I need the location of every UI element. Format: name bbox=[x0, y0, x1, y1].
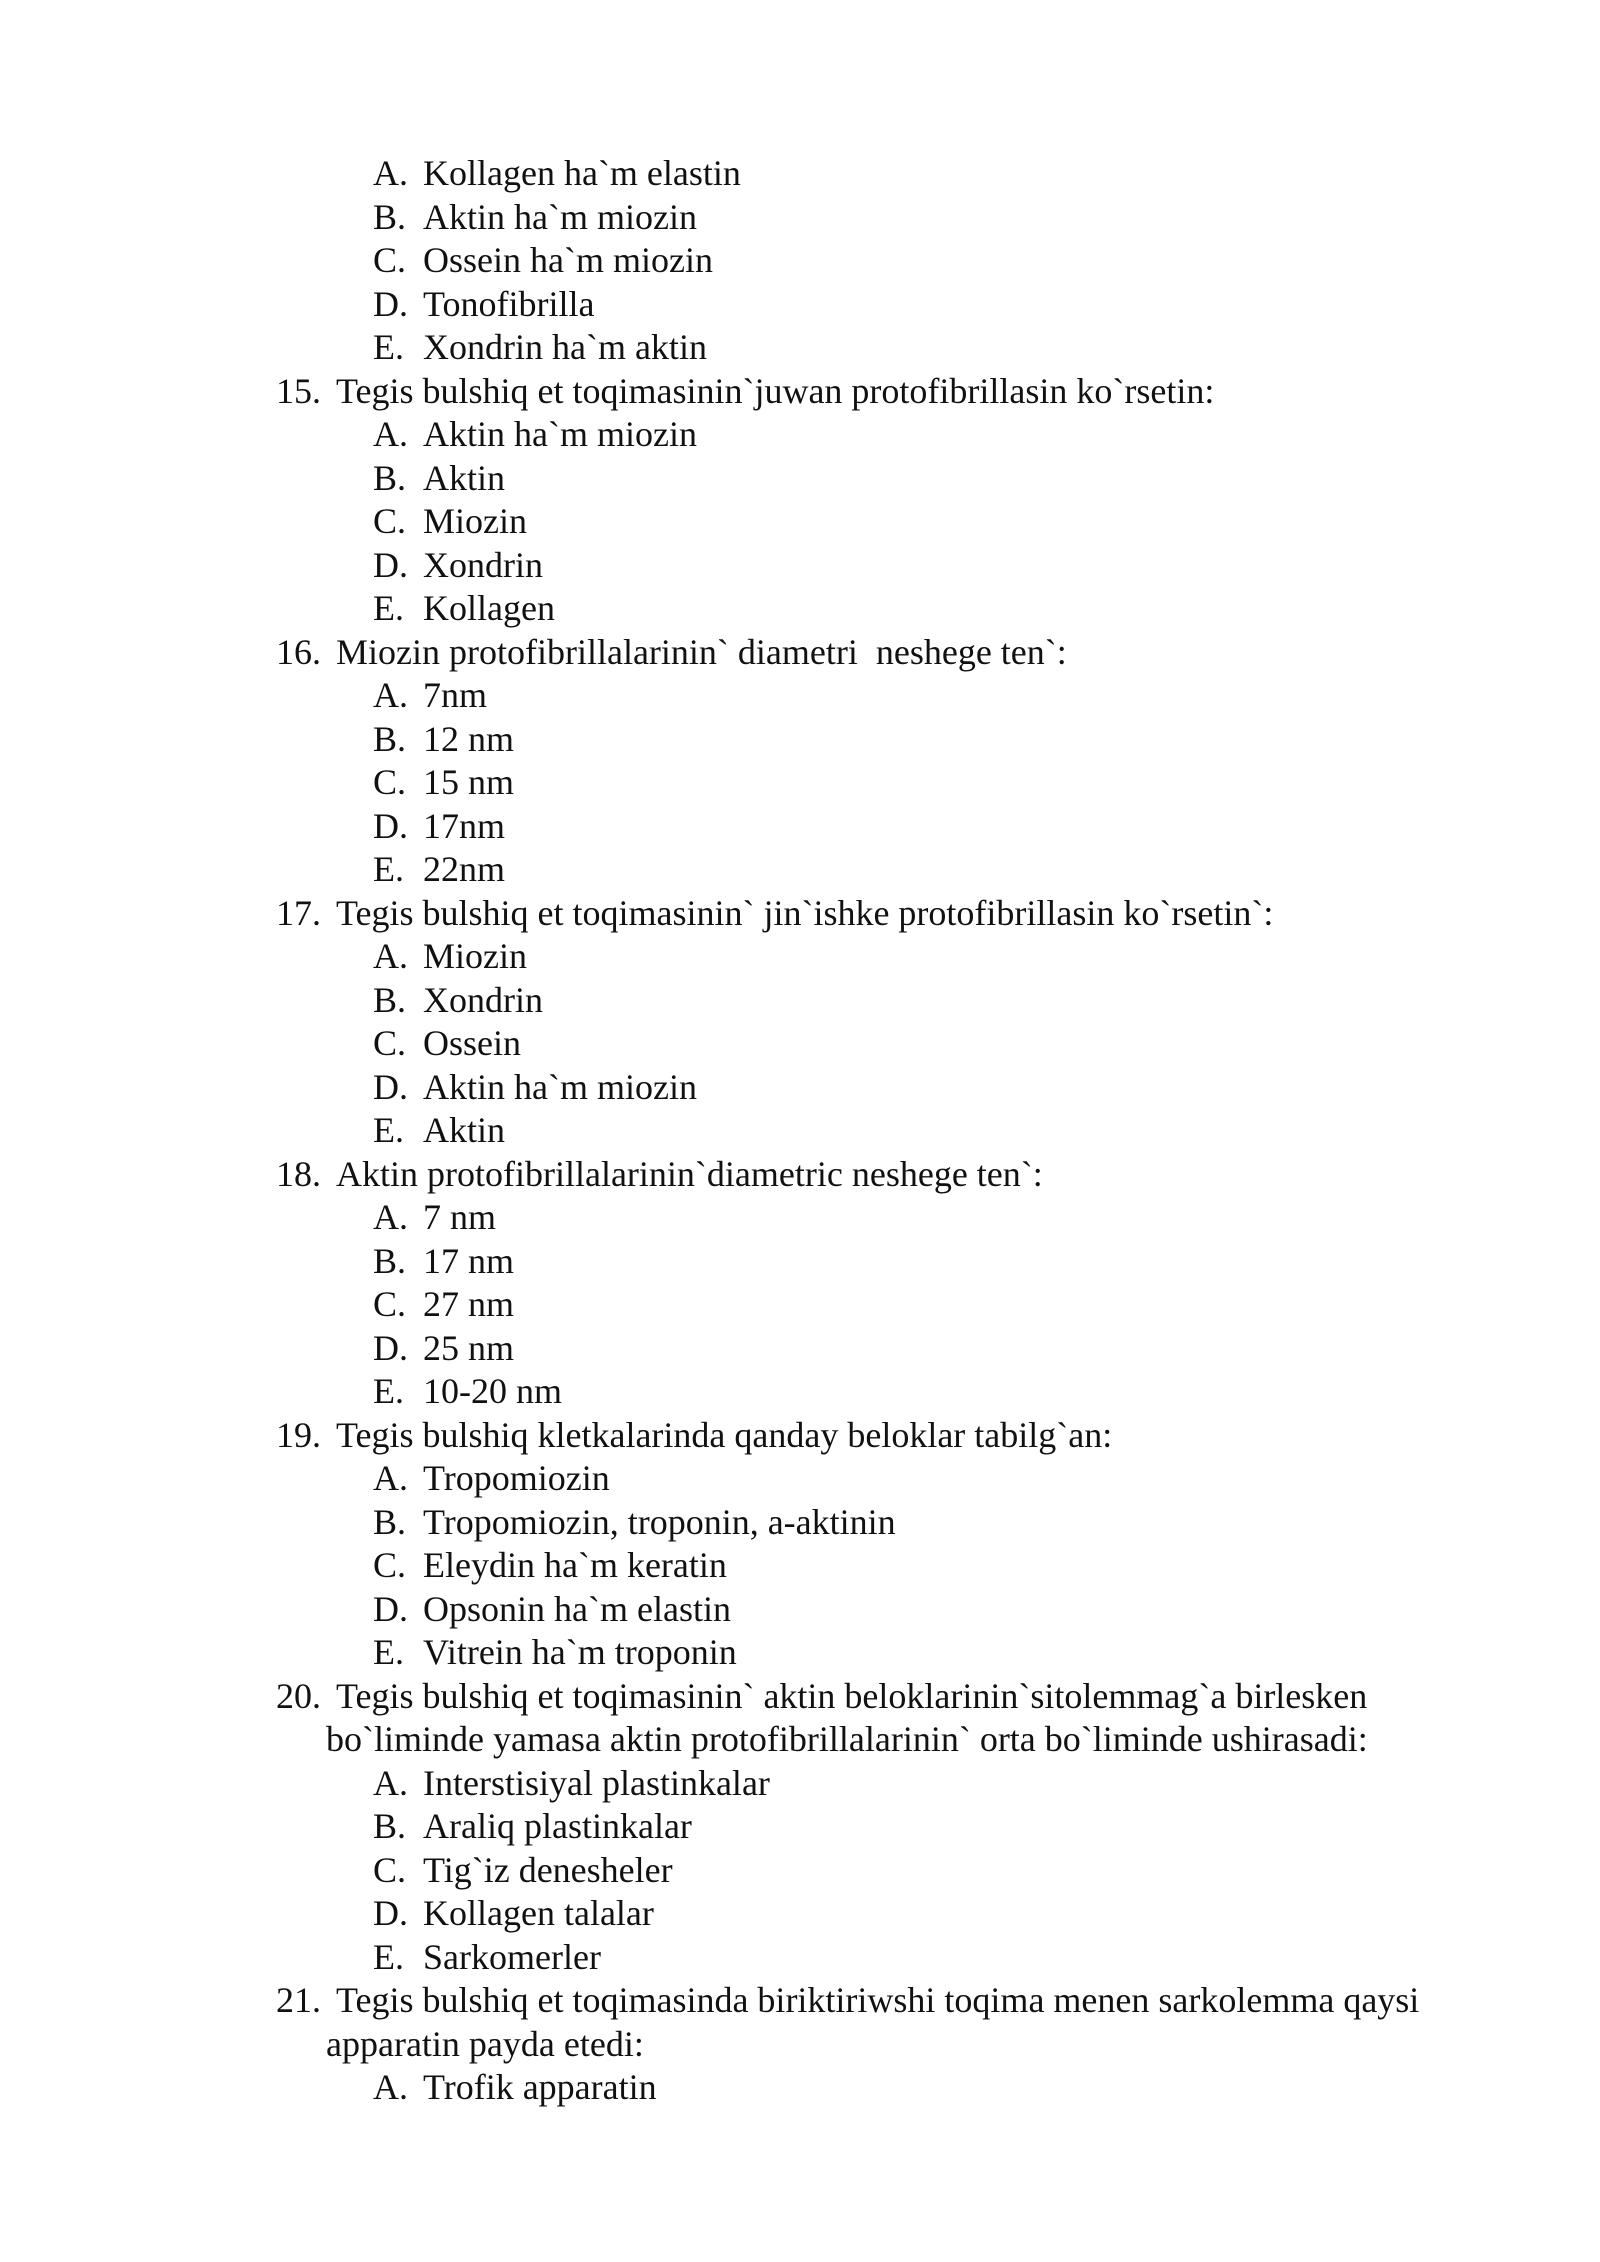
option-text: Tropomiozin, troponin, a-aktinin bbox=[423, 1501, 896, 1542]
option-letter: A. bbox=[373, 153, 408, 193]
option-letter: E. bbox=[373, 1936, 404, 1977]
answer-option bbox=[0, 413, 1600, 457]
option-text: 10-20 nm bbox=[423, 1371, 562, 1411]
answer-option bbox=[0, 239, 1600, 283]
option-letter: C. bbox=[373, 762, 407, 802]
option-letter: C. bbox=[373, 1284, 407, 1324]
answer-option bbox=[0, 979, 1600, 1023]
option-text: Xondrin bbox=[423, 544, 543, 585]
option-letter: B. bbox=[373, 718, 407, 759]
option-text: Sarkomerler bbox=[423, 1936, 601, 1977]
answer-option bbox=[0, 1240, 1600, 1284]
answer-option bbox=[0, 2066, 1600, 2110]
option-letter: A. bbox=[373, 675, 408, 715]
option-letter: C. bbox=[373, 1849, 407, 1890]
option-letter: D. bbox=[373, 544, 408, 585]
question-line bbox=[0, 1675, 1600, 1719]
option-text: Kollagen ha`m elastin bbox=[423, 153, 741, 193]
option-letter: D. bbox=[373, 1588, 408, 1629]
answer-option bbox=[0, 1501, 1600, 1545]
option-letter: B. bbox=[373, 457, 407, 498]
option-letter: A. bbox=[373, 1458, 408, 1498]
option-text: Interstisiyal plastinkalar bbox=[423, 1762, 770, 1803]
option-text: Ossein ha`m miozin bbox=[423, 240, 713, 280]
answer-option bbox=[0, 326, 1600, 370]
answer-option bbox=[0, 805, 1600, 849]
question-block bbox=[0, 1675, 1600, 1980]
option-letter: D. bbox=[373, 1893, 408, 1933]
answer-option bbox=[0, 761, 1600, 805]
option-text: Aktin ha`m miozin bbox=[423, 414, 697, 454]
question-line bbox=[0, 1979, 1600, 2023]
question-line bbox=[0, 631, 1600, 675]
question-block bbox=[0, 892, 1600, 1153]
option-text: 7nm bbox=[423, 675, 488, 715]
option-text: 22nm bbox=[423, 849, 506, 889]
option-letter: B. bbox=[373, 1501, 407, 1542]
option-letter: E. bbox=[373, 1110, 404, 1150]
option-text: Opsonin ha`m elastin bbox=[423, 1588, 731, 1629]
option-text: 17 nm bbox=[423, 1240, 515, 1281]
answer-option bbox=[0, 1283, 1600, 1327]
question-list bbox=[0, 152, 1600, 2110]
answer-option bbox=[0, 1936, 1600, 1980]
option-text: Vitrein ha`m troponin bbox=[423, 1632, 737, 1672]
question-text: bo`liminde yamasa aktin protofibrillalarinin` orta bo`liminde ushirasadi: bbox=[326, 1719, 1368, 1759]
option-letter: E. bbox=[373, 1632, 404, 1672]
answer-option bbox=[0, 1849, 1600, 1893]
question-block bbox=[0, 370, 1600, 631]
answer-option bbox=[0, 1588, 1600, 1632]
question-block bbox=[0, 631, 1600, 892]
answer-option bbox=[0, 152, 1600, 196]
answer-option bbox=[0, 1762, 1600, 1806]
question-number: 16. bbox=[276, 631, 321, 672]
option-letter: B. bbox=[373, 1240, 407, 1281]
answer-option bbox=[0, 457, 1600, 501]
question-text: Miozin protofibrillalarinin` diametri neshege ten`: bbox=[336, 631, 1067, 672]
option-letter: C. bbox=[373, 1545, 407, 1585]
option-text: 17nm bbox=[423, 805, 506, 846]
question-text: Tegis bulshiq et toqimasinin`juwan protofibrillasin ko`rsetin: bbox=[336, 370, 1215, 411]
answer-option bbox=[0, 1109, 1600, 1153]
question-number: 20. bbox=[276, 1675, 321, 1716]
answer-option bbox=[0, 935, 1600, 979]
question-block bbox=[0, 1153, 1600, 1414]
question-line-continued bbox=[0, 2023, 1600, 2067]
answer-option bbox=[0, 196, 1600, 240]
option-letter: A. bbox=[373, 1762, 408, 1803]
option-text: Kollagen bbox=[423, 588, 555, 628]
question-text: Aktin protofibrillalarinin`diametric neshege ten`: bbox=[336, 1153, 1043, 1194]
question-number: 21. bbox=[276, 1980, 321, 2020]
option-letter: E. bbox=[373, 588, 404, 628]
question-block bbox=[0, 1979, 1600, 2110]
option-letter: B. bbox=[373, 979, 407, 1020]
option-text: Aktin ha`m miozin bbox=[423, 1066, 697, 1107]
option-text: Aktin bbox=[423, 457, 506, 498]
question-number: 15. bbox=[276, 370, 321, 411]
option-letter: C. bbox=[373, 501, 407, 541]
question-text: Tegis bulshiq et toqimasinin` aktin beloklarinin`sitolemmag`a birlesken bbox=[336, 1675, 1368, 1716]
answer-option bbox=[0, 1631, 1600, 1675]
answer-option bbox=[0, 500, 1600, 544]
question-text: Tegis bulshiq et toqimasinda biriktiriwshi toqima menen sarkolemma qaysi bbox=[336, 1980, 1420, 2020]
answer-option bbox=[0, 1370, 1600, 1414]
option-text: Tonofibrilla bbox=[423, 283, 595, 324]
option-letter: D. bbox=[373, 805, 408, 846]
option-letter: C. bbox=[373, 1023, 407, 1063]
question-text: Tegis bulshiq et toqimasinin` jin`ishke protofibrillasin ko`rsetin`: bbox=[336, 892, 1274, 933]
answer-option bbox=[0, 1805, 1600, 1849]
option-text: 27 nm bbox=[423, 1284, 515, 1324]
option-text: Tropomiozin bbox=[423, 1458, 610, 1498]
answer-option bbox=[0, 283, 1600, 327]
question-line bbox=[0, 370, 1600, 414]
question-text: Tegis bulshiq kletkalarinda qanday beloklar tabilg`an: bbox=[336, 1414, 1113, 1455]
option-letter: E. bbox=[373, 327, 404, 367]
option-text: Trofik apparatin bbox=[423, 2067, 657, 2107]
option-letter: E. bbox=[373, 849, 404, 889]
answer-option bbox=[0, 1544, 1600, 1588]
option-letter: A. bbox=[373, 414, 408, 454]
answer-option bbox=[0, 587, 1600, 631]
answer-option bbox=[0, 1196, 1600, 1240]
option-text: 7 nm bbox=[423, 1197, 497, 1237]
option-letter: C. bbox=[373, 240, 407, 280]
answer-option bbox=[0, 1892, 1600, 1936]
option-text: Araliq plastinkalar bbox=[423, 1806, 692, 1846]
option-text: Ossein bbox=[423, 1023, 521, 1063]
option-letter: A. bbox=[373, 2067, 408, 2107]
option-text: Xondrin ha`m aktin bbox=[423, 327, 707, 367]
answer-option bbox=[0, 1327, 1600, 1371]
option-letter: A. bbox=[373, 936, 408, 976]
answer-option bbox=[0, 718, 1600, 762]
option-text: 12 nm bbox=[423, 718, 515, 759]
option-letter: B. bbox=[373, 196, 407, 237]
option-letter: E. bbox=[373, 1371, 404, 1411]
question-line bbox=[0, 892, 1600, 936]
question-line bbox=[0, 1153, 1600, 1197]
option-letter: D. bbox=[373, 1066, 408, 1107]
option-letter: D. bbox=[373, 283, 408, 324]
option-text: Kollagen talalar bbox=[423, 1893, 654, 1933]
option-letter: A. bbox=[373, 1197, 408, 1237]
question-line-continued bbox=[0, 1718, 1600, 1762]
answer-option bbox=[0, 544, 1600, 588]
option-text: Aktin bbox=[423, 1110, 506, 1150]
option-text: 15 nm bbox=[423, 762, 515, 802]
option-text: Xondrin bbox=[423, 979, 543, 1020]
option-text: Miozin bbox=[423, 936, 527, 976]
answer-option bbox=[0, 674, 1600, 718]
option-text: Miozin bbox=[423, 501, 527, 541]
question-text: apparatin payda etedi: bbox=[326, 2023, 644, 2064]
option-text: Eleydin ha`m keratin bbox=[423, 1545, 727, 1585]
question-block bbox=[0, 1414, 1600, 1675]
answer-option bbox=[0, 1457, 1600, 1501]
answer-option bbox=[0, 848, 1600, 892]
option-text: Tig`iz denesheler bbox=[423, 1849, 673, 1890]
answer-option bbox=[0, 1022, 1600, 1066]
answer-option bbox=[0, 1066, 1600, 1110]
question-line bbox=[0, 1414, 1600, 1458]
question-number: 17. bbox=[276, 892, 321, 933]
question-number: 18. bbox=[276, 1153, 321, 1194]
option-text: 25 nm bbox=[423, 1327, 515, 1368]
option-letter: B. bbox=[373, 1806, 407, 1846]
option-text: Aktin ha`m miozin bbox=[423, 196, 697, 237]
option-letter: D. bbox=[373, 1327, 408, 1368]
question-number: 19. bbox=[276, 1414, 321, 1455]
